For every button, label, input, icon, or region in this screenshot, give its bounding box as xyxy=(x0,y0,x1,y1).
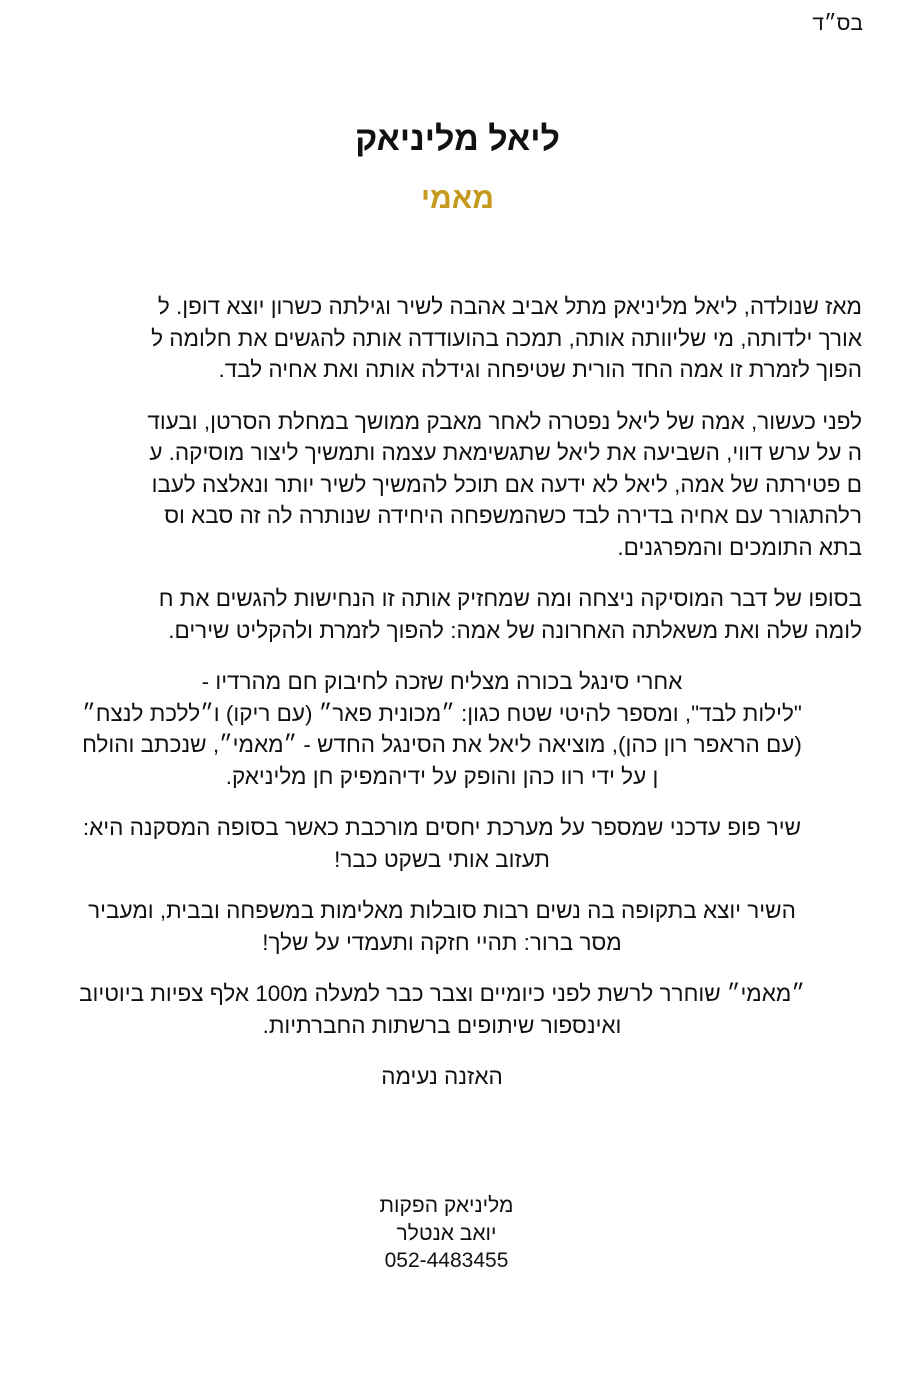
paragraph-line: מסר ברור: תהיי חזקה ותעמדי על שלך! xyxy=(262,929,622,955)
paragraph-line: השיר יוצא בתקופה בה נשים רבות סובלות מאלימות במשפחה ובבית, ומעביר xyxy=(88,898,796,923)
paragraph-line: לומה שלה ואת משאלתה האחרונה של אמה: להפוך לזמרת ולהקליט שירים. xyxy=(168,617,862,643)
song-name-subtitle: מאמי xyxy=(420,182,495,215)
paragraph-line: ואינספור שיתופים ברשתות החברתיות. xyxy=(262,1012,622,1038)
paragraph-line: תעזוב אותי בשקט כבר! xyxy=(334,846,550,872)
signature-block xyxy=(0,1192,893,1275)
paragraph-line: האזנה נעימה xyxy=(381,1064,503,1089)
paragraph-music-won xyxy=(22,583,862,646)
paragraph-mother xyxy=(22,406,862,564)
paragraph-line: ם פטירתה של אמה, ליאל לא ידעה אם תוכל להמשיך לשיר יותר ונאלצה לעבו xyxy=(151,471,862,497)
paragraph-closing xyxy=(22,1061,862,1093)
paragraph-line: בסופו של דבר המוסיקה ניצחה ומה שמחזיק אותה זו הנחישות להגשים את ח xyxy=(158,586,862,611)
paragraph-line: (עם הראפר רון כהן), מוציאה ליאל את הסינגל החדש - ״מאמי״, שנכתב והולח xyxy=(82,732,802,757)
paragraph-line: אחרי סינגל בכורה מצליח שזכה לחיבוק חם מהרדיו - xyxy=(201,669,683,694)
paragraph-line: מאז שנולדה, ליאל מליניאק מתל אביב אהבה לשיר וגילתה כשרון יוצא דופן. ל xyxy=(157,294,862,319)
paragraph-release-stats xyxy=(22,978,862,1041)
paragraph-line: ״מאמי״ שוחרר לרשת לפני כיומיים וצבר כבר למעלה מ100 אלף צפיות ביוטיוב xyxy=(79,981,805,1006)
paragraph-song-description xyxy=(22,812,862,875)
paragraph-intro xyxy=(22,291,862,386)
paragraph-line: רלהתגורר עם אחיה בדירה לבד כשהמשפחה היחידה שנותרה לה זה סבא וס xyxy=(164,503,862,528)
signature-name: יואב אנטלר xyxy=(396,1221,497,1245)
paragraph-line: לפני כעשור, אמה של ליאל נפטרה לאחר מאבק ממושך במחלת הסרטן, ובעוד xyxy=(147,408,862,434)
paragraph-line: הפוך לזמרת זו אמה החד הורית שטיפחה וגידלה אותה ואת אחיה לבד. xyxy=(218,357,862,382)
paragraph-singles xyxy=(22,666,862,792)
signature-phone: 052-4483455 xyxy=(384,1249,509,1272)
paragraph-line: אורך ילדותה, מי שליוותה אותה, תמכה בהועודדה אותה להגשים את חלומה ל xyxy=(151,325,862,351)
signature-company: מליניאק הפקות xyxy=(379,1194,514,1217)
artist-name-title: ליאל מליניאק xyxy=(355,120,560,158)
paragraph-line: בתא התומכים והמפרגנים. xyxy=(617,534,862,560)
paragraph-line: ה על ערש דווי, השביעה את ליאל שתגשימאת עצמה ותמשיך ליצור מוסיקה. ע xyxy=(149,440,862,465)
press-release-body xyxy=(22,291,862,1113)
paragraph-line: "לילות לבד", ומספר להיטי שטח כגון: ״מכונית פאר״ (עם ריקו) ו״ללכת לנצח״ xyxy=(82,700,802,726)
bsd-header: בס״ד xyxy=(812,12,863,35)
paragraph-line: ן על ידי רוו כהן והופק על ידיהמפיק חן מליניאק. xyxy=(225,763,659,789)
paragraph-line: שיר פופ עדכני שמספר על מערכת יחסים מורכבת כאשר בסופה המסקנה היא: xyxy=(82,815,802,840)
paragraph-message xyxy=(22,895,862,958)
